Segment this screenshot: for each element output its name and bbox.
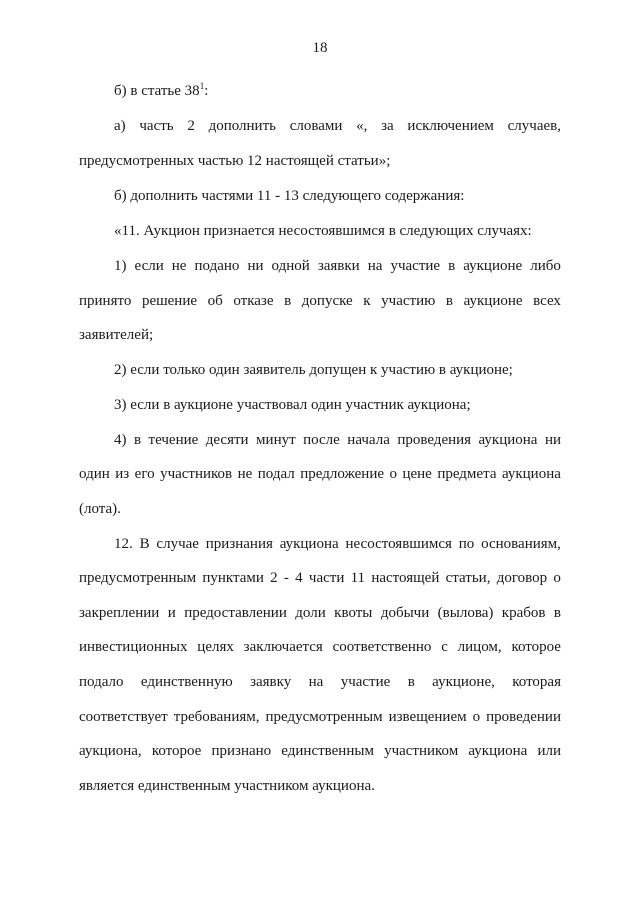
word: в — [284, 293, 292, 309]
word: аукциона — [501, 466, 561, 482]
word: дополнить — [208, 118, 276, 134]
word: предмета — [437, 466, 497, 482]
word: либо — [530, 258, 561, 274]
line-18 — [79, 708, 561, 726]
word: из — [115, 466, 130, 482]
line-3: б) дополнить частями 11 - 13 следующего содержания: — [114, 188, 465, 204]
word: части — [308, 570, 345, 586]
word: проведения — [397, 432, 472, 448]
word: к — [363, 293, 371, 309]
word: В — [139, 536, 150, 552]
word: аукциона — [279, 536, 339, 552]
line-9: 3) если в аукционе участвовал один участник аукциона; — [114, 397, 471, 413]
word: договор — [496, 570, 548, 586]
line-15 — [79, 604, 561, 622]
word: инвестиционных — [79, 639, 188, 655]
word: решение — [141, 293, 198, 309]
word: десяти — [205, 432, 249, 448]
word: единственным — [281, 743, 374, 759]
word: о — [389, 466, 397, 482]
line-16 — [79, 638, 561, 656]
word: аукциона — [468, 743, 528, 759]
word: участие — [390, 258, 441, 274]
word: 11 — [350, 570, 366, 586]
word: подало — [79, 674, 124, 690]
word: признано — [211, 743, 272, 759]
word: участие — [340, 674, 391, 690]
word: не — [237, 466, 253, 482]
word: пунктами — [202, 570, 264, 586]
word: 1) — [114, 258, 127, 274]
line-6 — [79, 292, 561, 310]
word: часть — [139, 118, 174, 134]
word: по — [458, 536, 475, 552]
word: с — [441, 639, 448, 655]
word: доли — [295, 605, 326, 621]
word: крабов — [501, 605, 546, 621]
line-20: является единственным участником аукциона. — [79, 778, 375, 794]
line-11 — [79, 465, 561, 483]
word: аукционе — [463, 293, 523, 309]
word: в — [553, 605, 561, 621]
word: на — [308, 674, 324, 690]
word: заявки — [317, 258, 360, 274]
word: цене — [402, 466, 432, 482]
word: один — [79, 466, 110, 482]
word: требованиям, — [173, 709, 260, 725]
word: участников — [160, 466, 233, 482]
word: 2 — [270, 570, 278, 586]
word: предусмотренным — [265, 709, 383, 725]
word: признания — [205, 536, 273, 552]
line-2: предусмотренных частью 12 настоящей статьи»; — [79, 153, 391, 169]
word: единственную — [140, 674, 233, 690]
word: ни — [247, 258, 264, 274]
word: на — [367, 258, 383, 274]
word: о — [553, 570, 561, 586]
word: подал — [257, 466, 295, 482]
heading-suffix: : — [204, 83, 209, 99]
word: лицом, — [457, 639, 502, 655]
word: добычи — [380, 605, 430, 621]
word: аукционе — [463, 258, 523, 274]
word: всех — [533, 293, 561, 309]
line-8: 2) если только один заявитель допущен к участию в аукционе; — [114, 362, 513, 378]
word: заявку — [250, 674, 292, 690]
word: допуске — [301, 293, 353, 309]
word: соответственно — [332, 639, 432, 655]
word: случае — [156, 536, 199, 552]
word: не — [171, 258, 187, 274]
word: в — [133, 432, 142, 448]
word: соответствует — [79, 709, 168, 725]
heading-line — [114, 82, 561, 100]
line-13 — [114, 535, 561, 553]
line-19 — [79, 742, 561, 760]
word: предоставлении — [184, 605, 287, 621]
page-number: 18 — [312, 40, 328, 56]
word: начала — [347, 432, 390, 448]
word: минут — [256, 432, 296, 448]
word: извещением — [388, 709, 467, 725]
word: после — [303, 432, 340, 448]
word: случаев, — [507, 118, 561, 134]
word: 4 — [295, 570, 303, 586]
word: «, — [356, 118, 368, 134]
word: отказе — [233, 293, 274, 309]
word: (вылова) — [437, 605, 494, 621]
word: - — [283, 570, 289, 586]
word: принято — [79, 293, 132, 309]
word: ни — [544, 432, 561, 448]
word: проведении — [486, 709, 561, 725]
line-1 — [114, 117, 561, 135]
word: 4) — [114, 432, 127, 448]
word: предусмотренным — [79, 570, 197, 586]
line-17 — [79, 673, 561, 691]
word: целях — [197, 639, 234, 655]
word: в — [407, 674, 415, 690]
word: квоты — [334, 605, 373, 621]
word: заключается — [243, 639, 323, 655]
word: а) — [114, 118, 126, 134]
word: настоящей — [371, 570, 440, 586]
word: об — [207, 293, 223, 309]
word: одной — [271, 258, 310, 274]
word: течение — [148, 432, 199, 448]
word: о — [472, 709, 481, 725]
word: закреплении — [79, 605, 160, 621]
word: его — [134, 466, 155, 482]
word: участником — [384, 743, 459, 759]
word: или — [537, 743, 561, 759]
line-12: (лота). — [79, 501, 121, 517]
word: если — [134, 258, 164, 274]
word: исключением — [407, 118, 494, 134]
word: которое — [151, 743, 202, 759]
heading-text: б) в статье 38 — [114, 83, 200, 99]
word: участию — [381, 293, 436, 309]
word: предложение — [300, 466, 385, 482]
line-7: заявителей; — [79, 327, 154, 343]
word: которая — [512, 674, 561, 690]
word: несостоявшимся — [345, 536, 452, 552]
word: статьи, — [445, 570, 491, 586]
word: словами — [289, 118, 343, 134]
word: за — [381, 118, 394, 134]
word: в — [445, 293, 454, 309]
word: 12. — [114, 536, 133, 552]
heading-sup: 1 — [199, 81, 205, 91]
word: аукционе, — [432, 674, 495, 690]
line-4: «11. Аукцион признается несостоявшимся в следующих случаях: — [114, 223, 532, 239]
word: и — [167, 605, 176, 621]
line-10 — [114, 431, 561, 449]
word: основаниям, — [481, 536, 561, 552]
line-5 — [114, 257, 561, 275]
line-14 — [79, 569, 561, 587]
word: в — [448, 258, 456, 274]
word: аукциона — [478, 432, 538, 448]
word: подано — [194, 258, 240, 274]
word: 2 — [187, 118, 195, 134]
word: аукциона, — [79, 743, 142, 759]
word: которое — [511, 639, 561, 655]
